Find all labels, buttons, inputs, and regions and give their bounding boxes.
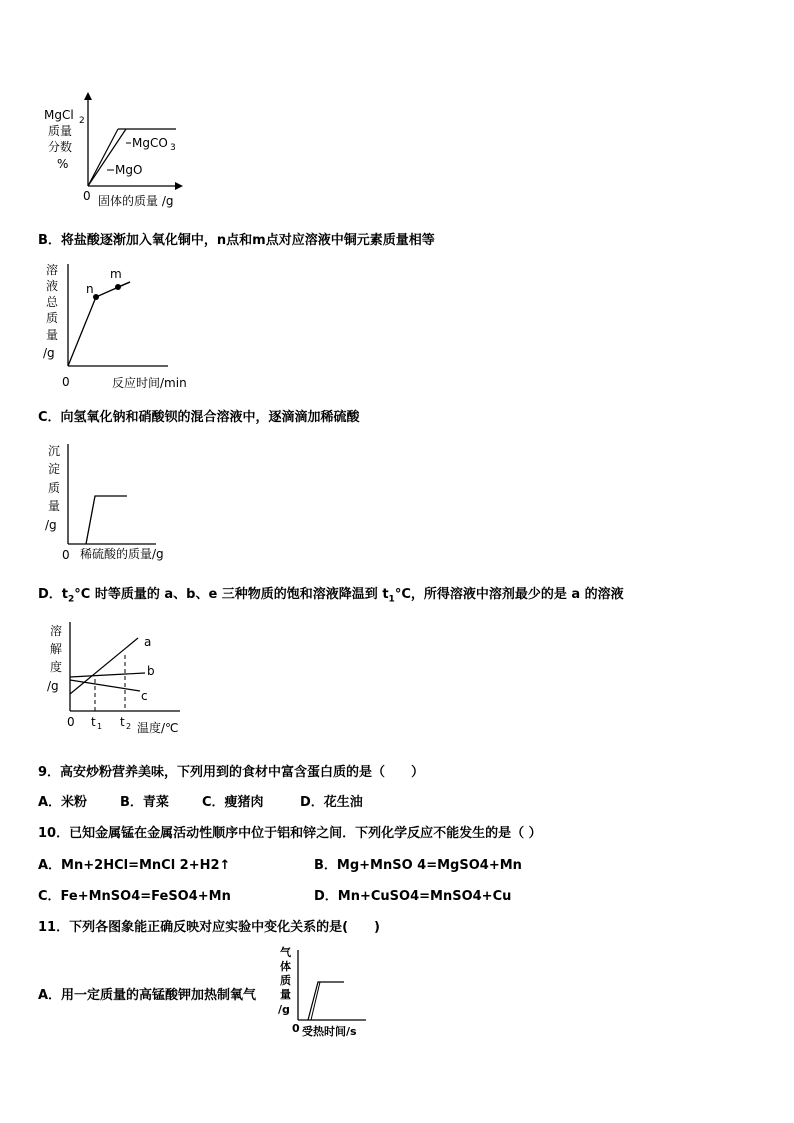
ylabel-3: 质 — [48, 481, 61, 495]
ylabel-5: /g — [278, 1003, 290, 1016]
curve-c-label: c — [141, 689, 148, 703]
xlabel: 受热时间/s — [302, 1025, 357, 1038]
ylabel-sub: 2 — [79, 116, 85, 126]
q9-option-a: A．米粉 — [38, 795, 88, 810]
ylabel-line-3: 分数 — [48, 140, 73, 154]
ylabel-6: /g — [43, 346, 55, 360]
ylabel-5: 量 — [46, 328, 59, 342]
ylabel-3: 度 — [50, 660, 63, 674]
option-d-pre: D．t — [38, 587, 69, 602]
origin-label: 0 — [62, 548, 70, 562]
ylabel-5: /g — [45, 518, 57, 532]
ylabel-line-2: 质量 — [48, 124, 73, 138]
label-mgco3-sub: 3 — [170, 143, 176, 153]
q10-stem: 10．已知金属锰在金属活动性顺序中位于铝和锌之间．下列化学反应不能发生的是（ ） — [38, 826, 542, 841]
ylabel-2: 淀 — [48, 462, 61, 476]
t2-label: t — [120, 715, 125, 729]
q10-option-d: D．Mn+CuSO4=MnSO4+Cu — [314, 889, 512, 904]
ylabel-2: 体 — [280, 960, 291, 973]
point-m-label: m — [110, 267, 122, 281]
ylabel-2: 解 — [50, 642, 63, 656]
graph-solution-mass — [38, 258, 208, 393]
option-b-text: B．将盐酸逐渐加入氧化铜中，n点和m点对应溶液中铜元素质量相等 — [38, 233, 435, 248]
t1-label: t — [91, 715, 96, 729]
xlabel: 固体的质量 /g — [98, 194, 174, 208]
graph-mgcl2 — [30, 88, 210, 213]
option-c-text: C．向氢氧化钠和硝酸钡的混合溶液中，逐滴滴加稀硫酸 — [38, 410, 360, 425]
q9-option-c: C．瘦猪肉 — [202, 795, 264, 810]
q10-option-a: A．Mn+2HCl=MnCl 2+H2↑ — [38, 858, 231, 873]
ylabel-4: /g — [47, 679, 59, 693]
graph-gas-mass — [276, 944, 386, 1040]
curve-b-label: b — [147, 664, 155, 678]
option-d-post: °C，所得溶液中溶剂最少的是 a 的溶液 — [394, 587, 624, 602]
xlabel: 温度/℃ — [137, 721, 179, 735]
q10-option-b: B．Mg+MnSO 4=MgSO4+Mn — [314, 858, 522, 873]
q11-stem: 11．下列各图象能正确反映对应实验中变化关系的是( ) — [38, 920, 380, 935]
option-d-mid: °C 时等质量的 a、b、e 三种物质的饱和溶液降温到 t — [74, 587, 389, 602]
t1-sub: 1 — [97, 722, 103, 731]
origin-label: 0 — [62, 375, 70, 389]
origin-label: 0 — [67, 715, 75, 729]
ylabel-1: 溶 — [46, 263, 59, 277]
ylabel-1: 溶 — [50, 624, 63, 638]
q9-option-b: B．青菜 — [120, 795, 169, 810]
graph-solubility — [42, 616, 202, 741]
option-d-sub1: 2 — [68, 594, 75, 605]
ylabel-2: 液 — [46, 279, 59, 293]
ylabel-3: 总 — [46, 295, 59, 309]
q9-option-d: D．花生油 — [300, 795, 363, 810]
q10-option-c: C．Fe+MnSO4=FeSO4+Mn — [38, 889, 231, 904]
q11-option-a: A．用一定质量的高锰酸钾加热制氧气 — [38, 988, 257, 1003]
option-d-text — [38, 583, 624, 605]
ylabel-4: 量 — [48, 499, 61, 513]
xlabel: 稀硫酸的质量/g — [80, 547, 164, 561]
ylabel-4: 质 — [46, 311, 59, 325]
t2-sub: 2 — [126, 722, 132, 731]
label-mgo: MgO — [115, 163, 143, 177]
ylabel-1: 沉 — [48, 444, 61, 458]
option-d-sub2: 1 — [388, 594, 395, 605]
q9-stem: 9．高安炒粉营养美味，下列用到的食材中富含蛋白质的是（ ） — [38, 765, 425, 780]
curve-a-label: a — [144, 635, 152, 649]
point-n-label: n — [86, 282, 94, 296]
ylabel-3: 质 — [280, 974, 291, 987]
origin-label: 0 — [83, 189, 91, 203]
ylabel-line-1: MgCl — [44, 108, 74, 122]
graph-precipitate-mass — [40, 438, 200, 564]
label-mgco3: MgCO — [132, 136, 168, 150]
ylabel-line-4: % — [57, 157, 69, 171]
ylabel-1: 气 — [280, 946, 291, 959]
xlabel: 反应时间/min — [112, 376, 187, 390]
origin-label: 0 — [292, 1022, 300, 1035]
ylabel-4: 量 — [280, 988, 291, 1001]
